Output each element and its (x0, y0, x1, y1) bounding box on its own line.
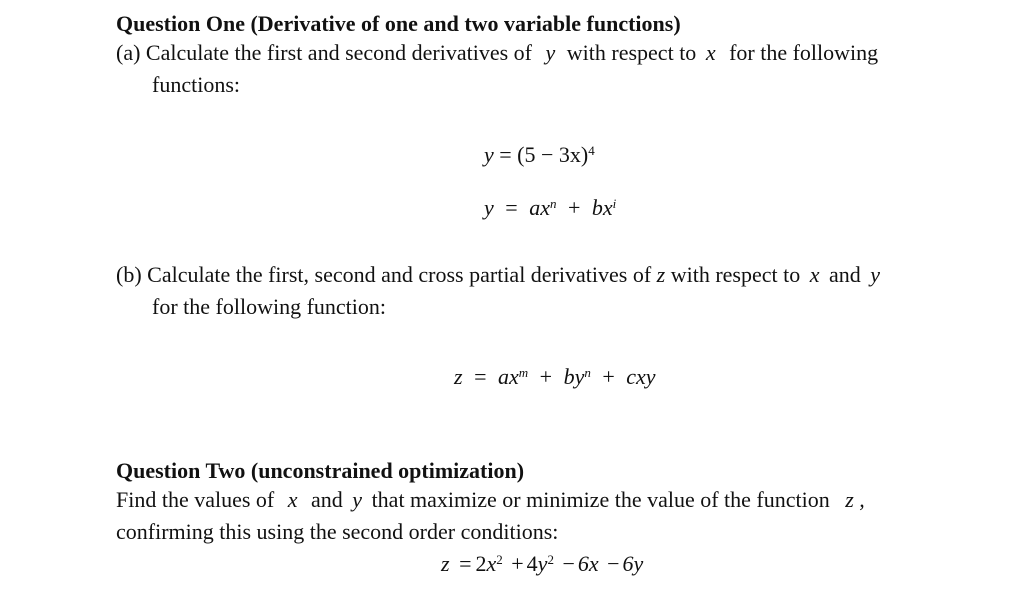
eq3-term1: ax (497, 364, 519, 389)
part-b-continuation: for the following function: (152, 294, 387, 319)
eq2-term1: ax (529, 195, 550, 220)
part-a-var-y: y (545, 40, 556, 65)
question-two-title: Question Two (unconstrained optimization) (116, 458, 525, 483)
q2-text-mid: that maximize or minimize the value of the function (371, 487, 830, 512)
eq3-equals: = (474, 364, 487, 389)
eq4-op2: − (562, 551, 575, 576)
part-b-var-z: z (656, 262, 666, 287)
part-a-var-x: x (705, 40, 716, 65)
q2-and: and (311, 487, 343, 512)
eq4-equals: = (459, 551, 472, 576)
equation-2 (484, 197, 616, 219)
eq3-power1: m (518, 364, 529, 380)
eq4-power2: 2 (547, 551, 554, 567)
equation-3 (454, 366, 656, 388)
part-b-and: and (829, 262, 861, 287)
eq4-term3: 6x (577, 551, 599, 576)
eq4-coef1: 2 (475, 551, 487, 576)
eq4-power1: 2 (496, 551, 503, 567)
eq2-equals: = (505, 195, 518, 220)
equation-1 (484, 144, 595, 166)
eq4-lhs: z (441, 551, 450, 576)
eq3-term3: cxy (626, 364, 656, 389)
part-a-text-after: for the following (729, 40, 879, 65)
q2-var-z: z , (845, 487, 865, 512)
part-b-var-x: x (809, 262, 820, 287)
eq2-lhs: y (484, 195, 494, 220)
eq3-power2: n (584, 364, 591, 380)
part-a-text-mid: with respect to (566, 40, 697, 65)
part-b-var-y: y (870, 262, 881, 287)
eq1-lhs: y (484, 142, 494, 167)
q2-text-before: Find the values of (116, 487, 275, 512)
part-a-continuation: functions: (152, 72, 240, 97)
eq4-coef2: 4 (526, 551, 538, 576)
question-two-text (116, 489, 865, 511)
eq2-plus: + (567, 195, 581, 220)
eq3-lhs: z (454, 364, 463, 389)
eq2-power1: n (549, 195, 557, 211)
eq3-plus1: + (539, 364, 553, 389)
eq1-rhs: = (5 − 3x) (499, 142, 589, 167)
eq4-term4: 6y (622, 551, 644, 576)
eq4-var2: y (537, 551, 548, 576)
part-b-label: (b) (116, 262, 142, 287)
eq2-power2: i (612, 195, 617, 211)
eq4-var1: x (486, 551, 497, 576)
part-b-text-before: Calculate the first, second and cross partial derivatives of (147, 262, 652, 287)
eq2-term2: bx (591, 195, 613, 220)
part-b-text-mid: with respect to (670, 262, 801, 287)
question-one-title: Question One (Derivative of one and two variable functions) (116, 11, 681, 36)
equation-4 (441, 553, 643, 575)
question-two-line2: confirming this using the second order conditions: (116, 519, 559, 544)
q2-var-x: x (287, 487, 298, 512)
part-a-label: (a) (116, 40, 141, 65)
part-a-text-before: Calculate the first and second derivatives of (145, 40, 533, 65)
eq4-op3: − (607, 551, 620, 576)
part-a-question (116, 42, 878, 64)
eq4-op1: + (511, 551, 524, 576)
q2-var-y: y (352, 487, 363, 512)
part-b-question (116, 264, 880, 286)
eq3-term2: by (563, 364, 585, 389)
eq3-plus2: + (602, 364, 615, 389)
eq1-power: 4 (588, 142, 595, 158)
